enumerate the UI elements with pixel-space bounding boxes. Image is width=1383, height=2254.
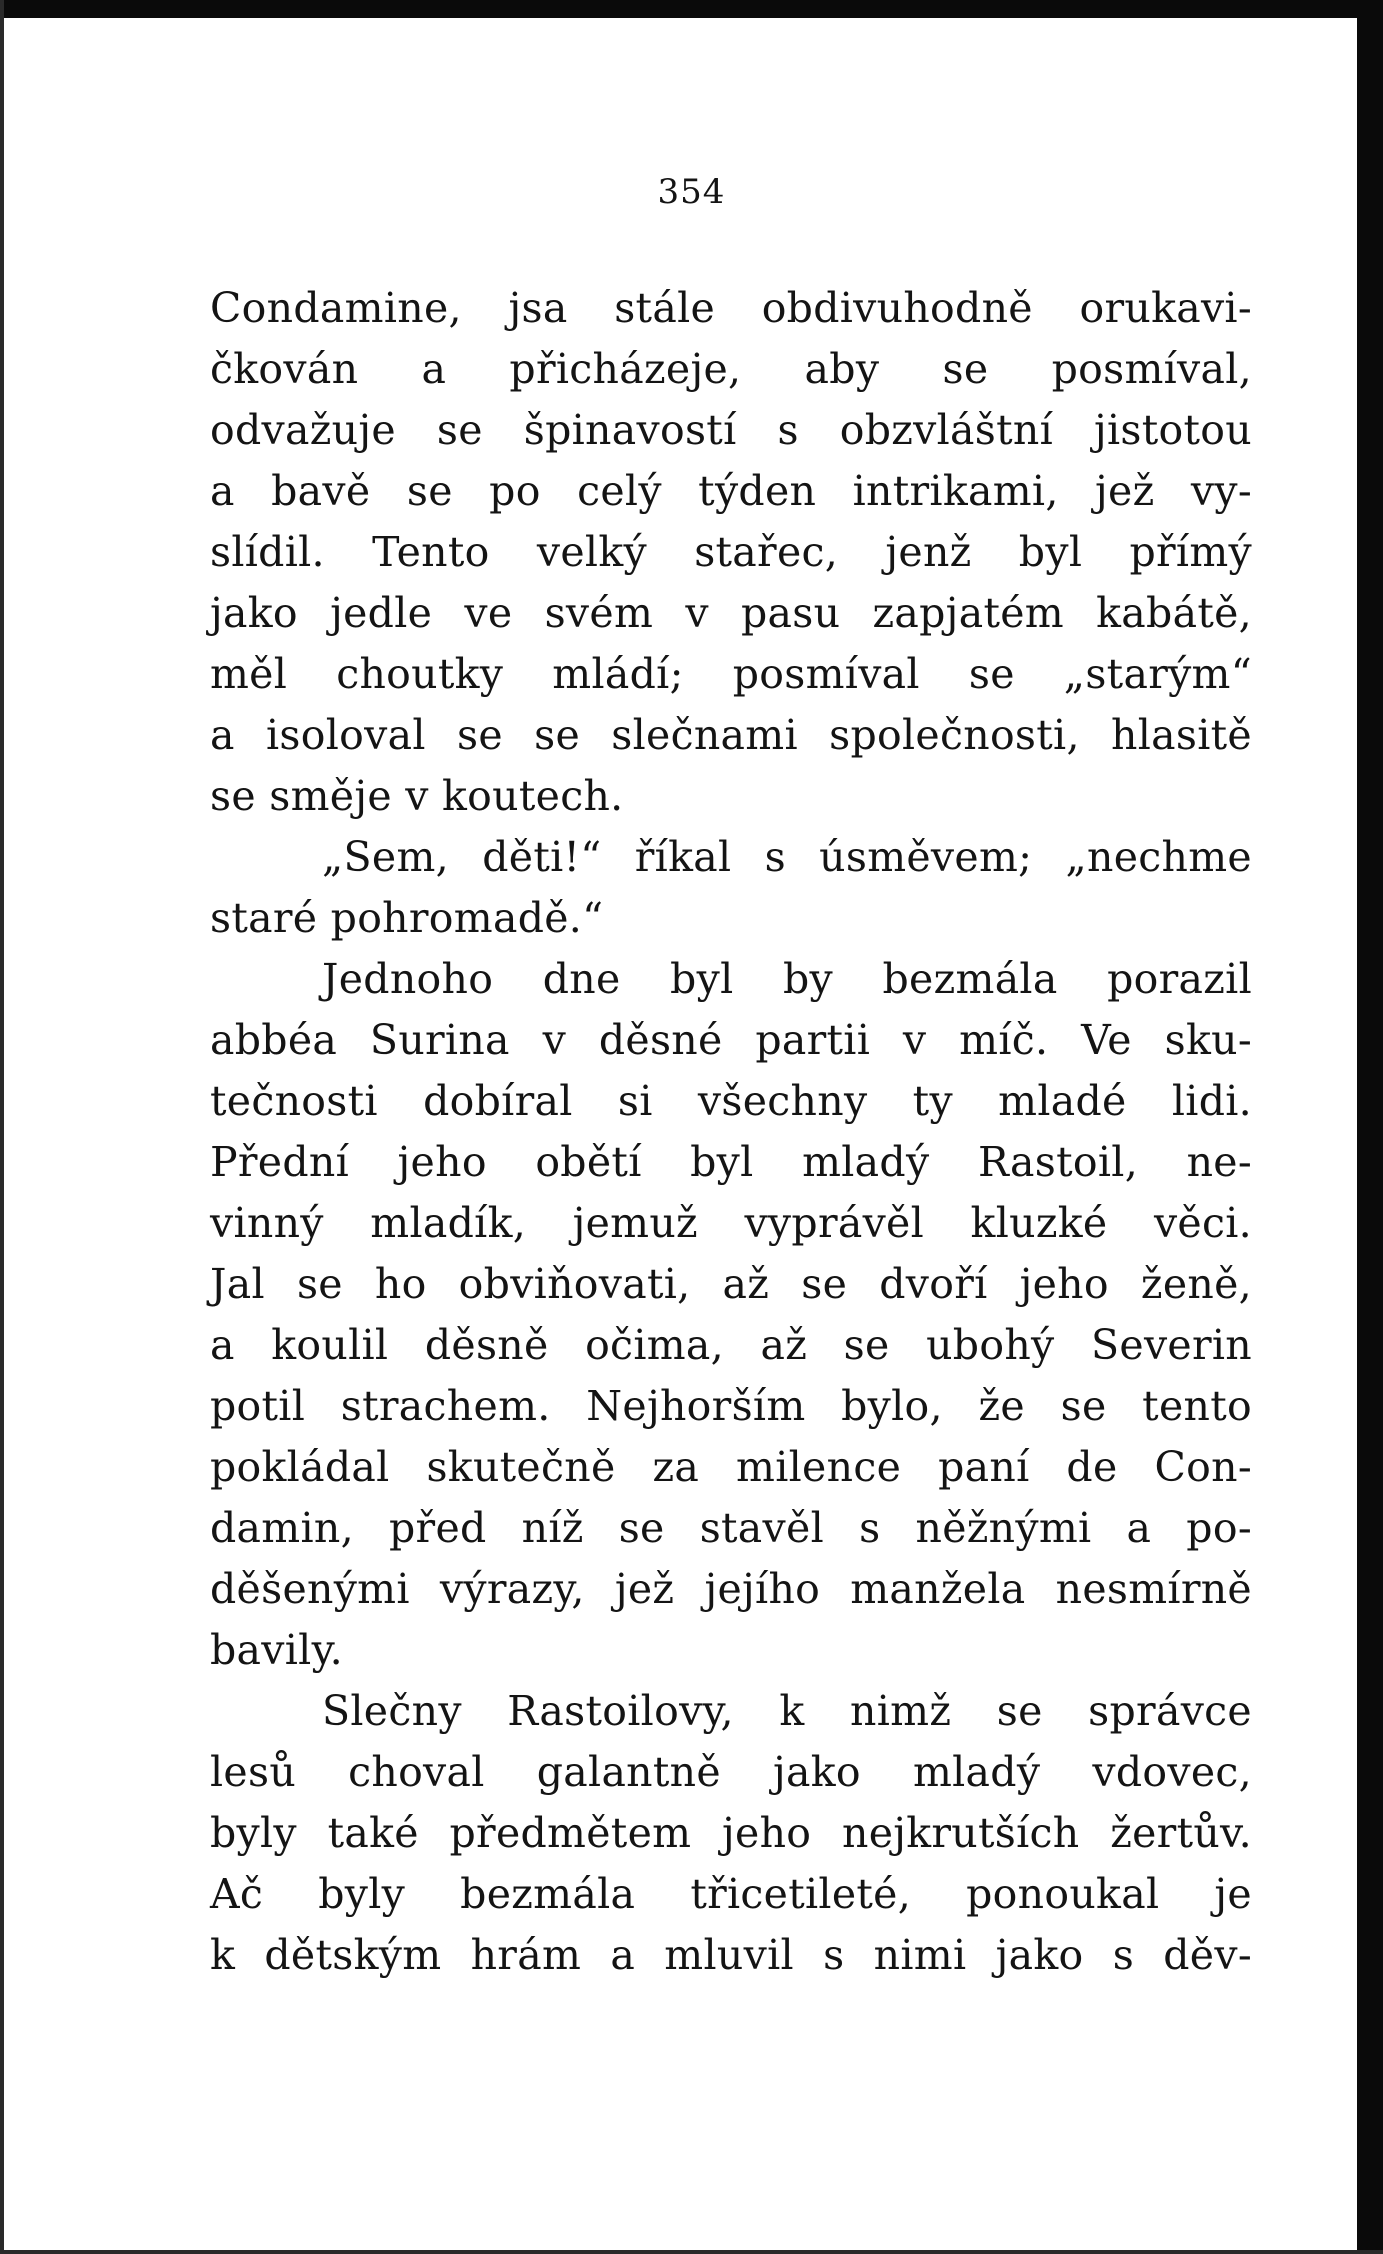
text-line: slídil. Tento velký stařec, jenž byl přímý	[210, 528, 1252, 576]
text-line: a koulil děsně očima, až se ubohý Severin	[210, 1321, 1252, 1369]
text-line: Jal se ho obviňovati, až se dvoří jeho ženě,	[210, 1260, 1252, 1308]
scan-border-left	[0, 0, 4, 2254]
text-line: děšenými výrazy, jež jejího manžela nesmírně	[210, 1565, 1252, 1613]
page-number: 354	[657, 172, 726, 212]
text-line: čkován a přicházeje, aby se posmíval,	[210, 345, 1252, 393]
text-line: a isoloval se se slečnami společnosti, hlasitě	[210, 711, 1252, 759]
text-line: Slečny Rastoilovy, k nimž se správce	[322, 1687, 1252, 1735]
text-line: k dětským hrám a mluvil s nimi jako s děv-	[210, 1931, 1252, 1979]
text-line: Jednoho dne byl by bezmála porazil	[322, 955, 1252, 1003]
text-line: odvažuje se špinavostí s obzvláštní jistotou	[210, 406, 1252, 454]
text-line: Condamine, jsa stále obdivuhodně orukavi-	[210, 284, 1252, 332]
scan-border-right	[1357, 0, 1383, 2254]
text-line: měl choutky mládí; posmíval se „starým“	[210, 650, 1252, 698]
text-line: Ač byly bezmála třicetileté, ponoukal je	[210, 1870, 1252, 1918]
text-line: potil strachem. Nejhorším bylo, že se tento	[210, 1382, 1252, 1430]
text-line: byly také předmětem jeho nejkrutších žertův.	[210, 1809, 1252, 1857]
text-line: abbéa Surina v děsné partii v míč. Ve sku-	[210, 1016, 1252, 1064]
scan-border-bottom	[0, 2250, 1383, 2254]
text-line: a bavě se po celý týden intrikami, jež vy-	[210, 467, 1252, 515]
text-line: se směje v koutech.	[210, 772, 624, 820]
text-line: damin, před níž se stavěl s něžnými a po-	[210, 1504, 1252, 1552]
text-line: jako jedle ve svém v pasu zapjatém kabátě,	[210, 589, 1252, 637]
text-line: vinný mladík, jemuž vyprávěl kluzké věci.	[210, 1199, 1252, 1247]
text-line: Přední jeho obětí byl mladý Rastoil, ne-	[210, 1138, 1252, 1186]
text-line: lesů choval galantně jako mladý vdovec,	[210, 1748, 1252, 1796]
text-line: tečnosti dobíral si všechny ty mladé lidi.	[210, 1077, 1252, 1125]
text-line: bavily.	[210, 1626, 343, 1674]
text-line: „Sem, děti!“ říkal s úsměvem; „nechme	[322, 833, 1252, 881]
text-line: staré pohromadě.“	[210, 894, 604, 942]
text-line: pokládal skutečně za milence paní de Con-	[210, 1443, 1252, 1491]
scan-border-top	[0, 0, 1383, 18]
